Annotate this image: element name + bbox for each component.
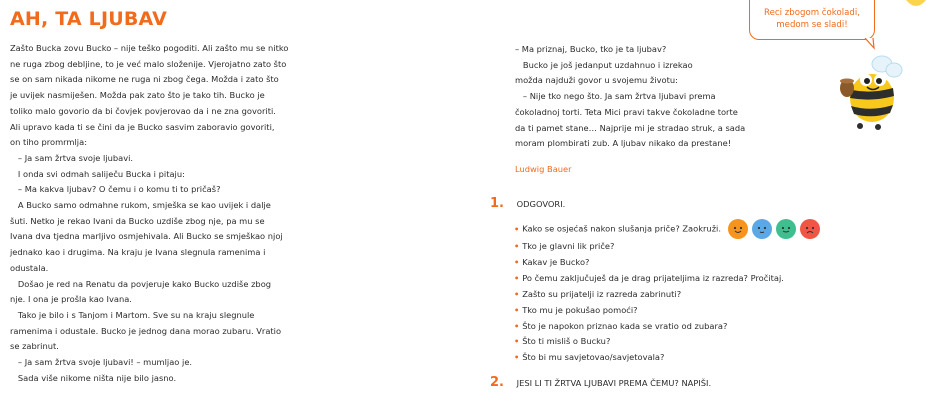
calm-face-icon[interactable] xyxy=(752,219,772,239)
question-item xyxy=(514,334,820,350)
question-text: Kako se osjećaš nakon slušanja priče? Zaokruži. xyxy=(522,223,721,234)
story-line: jednako kao i drugima. Na kraju je Ivana slegnula ramenima i xyxy=(10,247,266,258)
question-item xyxy=(514,319,820,335)
story-line: je uvijek nasmiješen. Možda pak zato što je tako tih. Bucko je xyxy=(10,90,265,101)
question-text: Što ti misliš o Bucku? xyxy=(522,336,611,347)
question-item xyxy=(514,271,820,287)
question-item xyxy=(514,303,820,319)
story-line: ramenima i odustale. Bucko je jednog dana morao zubaru. Vratio xyxy=(10,325,282,336)
task-2-heading xyxy=(490,375,711,390)
emotion-faces xyxy=(728,219,820,239)
story-line: I onda svi odmah saliječu Bucka i pitaju: xyxy=(10,168,185,179)
question-text: Što je napokon priznao kada se vratio od zubara? xyxy=(522,320,728,331)
story-line: da ti pamet stane… Najprije mi je stradao struk, a sada xyxy=(515,122,746,133)
question-item xyxy=(514,219,820,239)
story-line: Ali upravo kada ti se čini da je Bucko sasvim zaboravio govoriti, xyxy=(10,121,275,132)
story-line: šuti. Netko je rekao Ivani da Bucko uzdiše zbog nje, pa mu se xyxy=(10,215,265,226)
question-list xyxy=(514,219,820,366)
task-1-heading xyxy=(490,196,565,211)
story-line: – Nije tko nego što. Ja sam žrtva ljubavi prema xyxy=(515,91,716,102)
story-right-column xyxy=(515,42,805,178)
speech-bubble xyxy=(749,0,875,40)
question-item xyxy=(514,350,820,366)
question-text: Po čemu zaključuješ da je drag prijateljima iz razreda? Pročitaj. xyxy=(522,272,784,283)
story-line: – Ja sam žrtva svoje ljubavi! – mumljao je. xyxy=(10,357,193,368)
story-line: ne ruga zbog debljine, to je već malo složenije. Vjerojatno zato što xyxy=(10,58,287,69)
story-left-column xyxy=(10,41,360,386)
story-line: možda najduži govor u svojemu životu: xyxy=(515,75,678,86)
task-title: ODGOVORI. xyxy=(516,199,566,209)
story-line: – Ma priznaj, Bucko, tko je ta ljubav? xyxy=(515,44,667,54)
story-author: Ludwig Bauer xyxy=(515,163,572,174)
story-line: Bucko je još jedanput uzdahnuo i izrekao xyxy=(515,59,693,70)
question-text: Zašto su prijatelji iz razreda zabrinuti? xyxy=(522,288,682,299)
story-line: A Bucko samo odmahne rukom, smješka se kao uvijek i dalje xyxy=(10,200,271,211)
story-line: Sada više nikome ništa nije bilo jasno. xyxy=(10,372,177,383)
sun-corner-icon xyxy=(906,0,926,10)
story-line: Tako je bilo i s Tanjom i Martom. Sve su na kraju slegnule xyxy=(10,309,255,320)
story-line: se on sam nikada nikome ne ruga ni zbog čega. Možda i zato što xyxy=(10,74,279,85)
bubble-line: Reci zbogom čokoladi, xyxy=(764,8,860,18)
story-line: – Ma kakva ljubav? O čemu i o komu ti to pričaš? xyxy=(10,184,221,195)
sad-face-icon[interactable] xyxy=(800,219,820,239)
story-line: nje. I ona je prošla kao Ivana. xyxy=(10,294,132,305)
task-number: 2. xyxy=(490,375,504,390)
question-text: Što bi mu savjetovao/savjetovala? xyxy=(522,352,665,363)
question-item xyxy=(514,287,820,303)
story-line: moram plombirati zub. A ljubav nikako da prestane! xyxy=(515,138,732,149)
happy-face-icon[interactable] xyxy=(728,219,748,239)
story-title: AH, TA LJUBAV xyxy=(10,8,168,30)
question-item xyxy=(514,239,820,255)
story-line: odustala. xyxy=(10,262,49,273)
bubble-line: medom se sladi! xyxy=(776,20,848,30)
story-line: – Ja sam žrtva svoje ljubavi. xyxy=(10,152,134,163)
story-line: Zašto Bucka zovu Bucko – nije teško pogoditi. Ali zašto mu se nitko xyxy=(10,43,289,53)
story-line: Ivana dva tjedna marljivo osmjehivala. Ali Bucko se smješkao njoj xyxy=(10,231,283,242)
task-title: JESI LI TI ŽRTVA LJUBAVI PREMA ČEMU? NAPIŠI. xyxy=(516,378,712,388)
question-text: Tko mu je pokušao pomoći? xyxy=(522,304,638,315)
story-line: Došao je red na Renatu da povjeruje kako Bucko uzdiše zbog xyxy=(10,278,272,289)
story-line: on tiho promrmlja: xyxy=(10,137,87,148)
bubble-tail-icon xyxy=(864,38,878,50)
story-line: toliko malo govorio da bi čovjek povjerovao da i ne zna govoriti. xyxy=(10,105,276,116)
question-text: Tko je glavni lik priče? xyxy=(522,241,615,251)
story-line: čokoladnoj torti. Teta Mici pravi takve čokoladne torte xyxy=(515,106,738,117)
story-line: se zabrinut. xyxy=(10,341,59,352)
content-face-icon[interactable] xyxy=(776,219,796,239)
question-item xyxy=(514,255,820,271)
bee-icon xyxy=(838,50,906,132)
task-number: 1. xyxy=(490,196,504,211)
question-text: Kakav je Bucko? xyxy=(522,256,590,267)
